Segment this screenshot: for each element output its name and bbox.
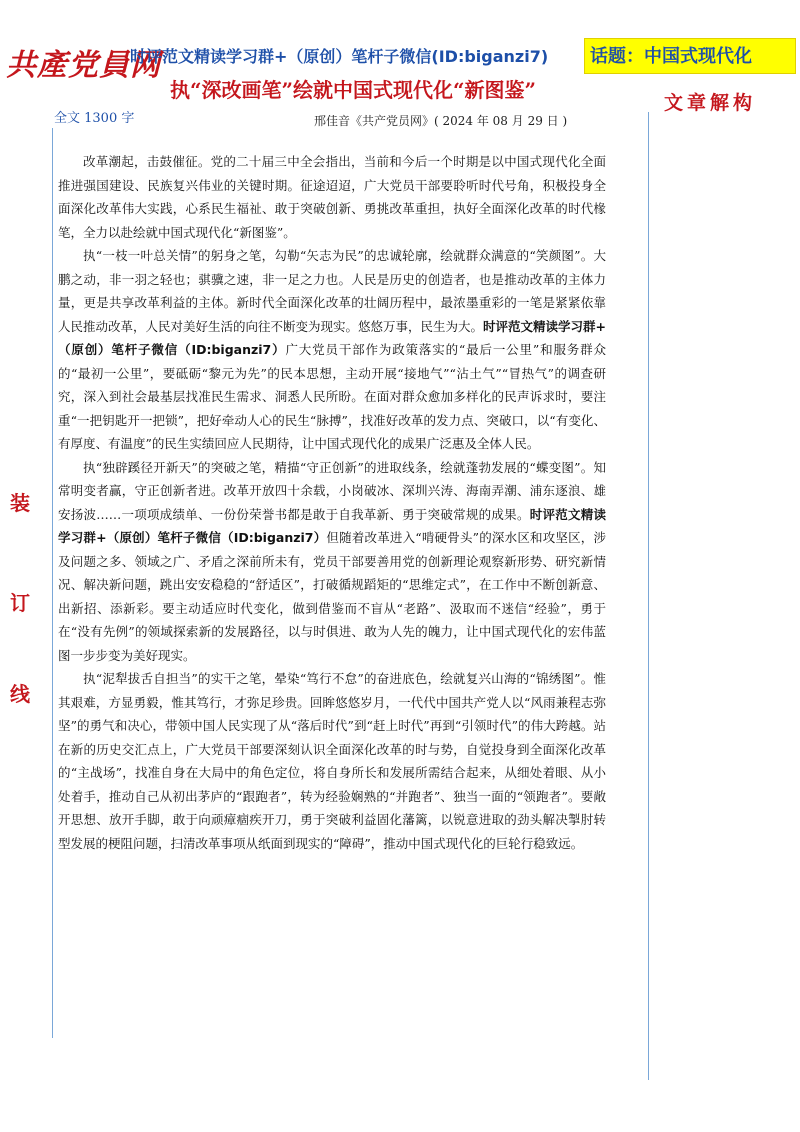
paragraph-3-text-b: 但随着改革进入“啃硬骨头”的深水区和攻坚区，涉及问题之多、领域之广、矛盾之深前所未有，党员干部要善用党的创新理论观察新形势、研究新情况、解决新问题，跳出安安稳稳的“舒适区”，打破循规蹈矩的“思维定式”，在工作中不断创新意、出新招、添新彩。要主动适应时代变化，做到借鉴而不盲从“老路”、汲取而不迷信“经验”，勇于在“没有先例”的领域探索新的发展路径，以与时俱进、敢为人先的魄力，让中国式现代化的宏伟蓝图一步步变为美好现实。 [58, 530, 606, 663]
paragraph-3-text-a: 执“独辟蹊径开新天”的突破之笔，精描“守正创新”的进取线条，绘就蓬勃发展的“蝶变图”。知常明变者赢，守正创新者进。改革开放四十余载，小岗破冰、深圳兴涛、海南弄潮、浦东逐浪、雄安扬波……一项项成绩单、一份份荣誉书都是敢于自我革新、勇于突破常规的成果。 [58, 459, 606, 522]
group-line: 时评范文精读学习群+（原创）笔杆子微信(ID:biganzi7) [130, 47, 549, 66]
paragraph-2 [58, 244, 606, 456]
binding-char-3: 线 [10, 682, 30, 706]
paragraph-3 [58, 456, 606, 668]
paragraph-3-watermark: 时评范文精读学习群+（原创）笔杆子微信（ID:biganzi7） [58, 506, 606, 545]
binding-rule [52, 128, 53, 1038]
binding-char-1: 装 [10, 491, 30, 515]
paragraph-1: 改革潮起，击鼓催征。党的二十届三中全会指出，当前和今后一个时期是以中国式现代化全面推进强国建设、民族复兴伟业的关键时期。征途迢迢，广大党员干部要聆听时代号角，积极投身全面深化改革伟大实践，心系民生福祉、敢于突破创新、勇挑改革重担，执好全面深化改革的时代椽笔，全力以赴绘就中国式现代化“新图鉴”。 [58, 154, 606, 240]
article-body [58, 150, 606, 855]
analysis-label: 文章解构 [664, 92, 757, 114]
paragraph-2-watermark: 时评范文精读学习群+（原创）笔杆子微信（ID:biganzi7） [58, 318, 606, 357]
binding-char-2: 订 [10, 591, 30, 615]
article-byline: 邢佳音《共产党员网》( 2024 年 08 月 29 日 ) [314, 114, 568, 128]
topic-label: 话题：中国式现代化 [590, 46, 752, 67]
paragraph-4: 执“泥犁拔舌自担当”的实干之笔，晕染“笃行不怠”的奋进底色，绘就复兴山海的“锦绣图”。惟其艰难，方显勇毅，惟其笃行，才弥足珍贵。回眸悠悠岁月，一代代中国共产党人以“风雨兼程志弥坚”的勇气和决心，带领中国人民实现了从“落后时代”到“赶上时代”再到“引领时代”的伟大跨越。站在新的历史交汇点上，广大党员干部要深刻认识全面深化改革的时与势，自觉投身到全面深化改革的“主战场”，找准自身在大局中的角色定位，将自身所长和发展所需结合起来，从细处着眼、从小处着手，推动自己从初出茅庐的“跟跑者”，转为经验娴熟的“并跑者”、独当一面的“领跑者”。要敞开思想、放开手脚，敢于向顽瘴痼疾开刀，勇于突破利益固化藩篱，以锐意进取的劲头解决掣肘转型发展的梗阻问题，扫清改革事项从纸面到现实的“障碍”，推动中国式现代化的巨轮行稳致远。 [58, 671, 606, 851]
word-count: 全文 1300 字 [54, 111, 135, 126]
paragraph-2-text-b: 广大党员干部作为政策落实的“最后一公里”和服务群众的“最初一公里”，要砥砺“黎元为先”的民本思想，主动开展“接地气”“沾土气”“冒热气”的调查研究，深入到社会最基层找准民生需求、洞悉人民所盼。在面对群众愈加多样化的民声诉求时，要注重“一把钥匙开一把锁”，把好牵动人心的民生“脉搏”，找准好改革的发力点、突破口，以“有变化、有厚度、有温度”的民生实绩回应人民期待，让中国式现代化的成果广泛惠及全体人民。 [58, 342, 606, 451]
margin-rule [648, 112, 649, 1080]
site-logo: 共產党員网 [6, 48, 161, 83]
paragraph-2-text-a: 执“一枝一叶总关情”的躬身之笔，勾勒“矢志为民”的忠诚轮廓，绘就群众满意的“笑颜图”。大鹏之动，非一羽之轻也；骐骥之速，非一足之力也。人民是历史的创造者，也是推动改革的主体力量，更是共享改革利益的主体。新时代全面深化改革的壮阔历程中，最浓墨重彩的一笔是紧紧依靠人民推动改革，人民对美好生活的向往不断变为现实。悠悠万事，民生为大。 [58, 248, 606, 334]
article-title: 执“深改画笔”绘就中国式现代化“新图鉴” [170, 78, 537, 102]
